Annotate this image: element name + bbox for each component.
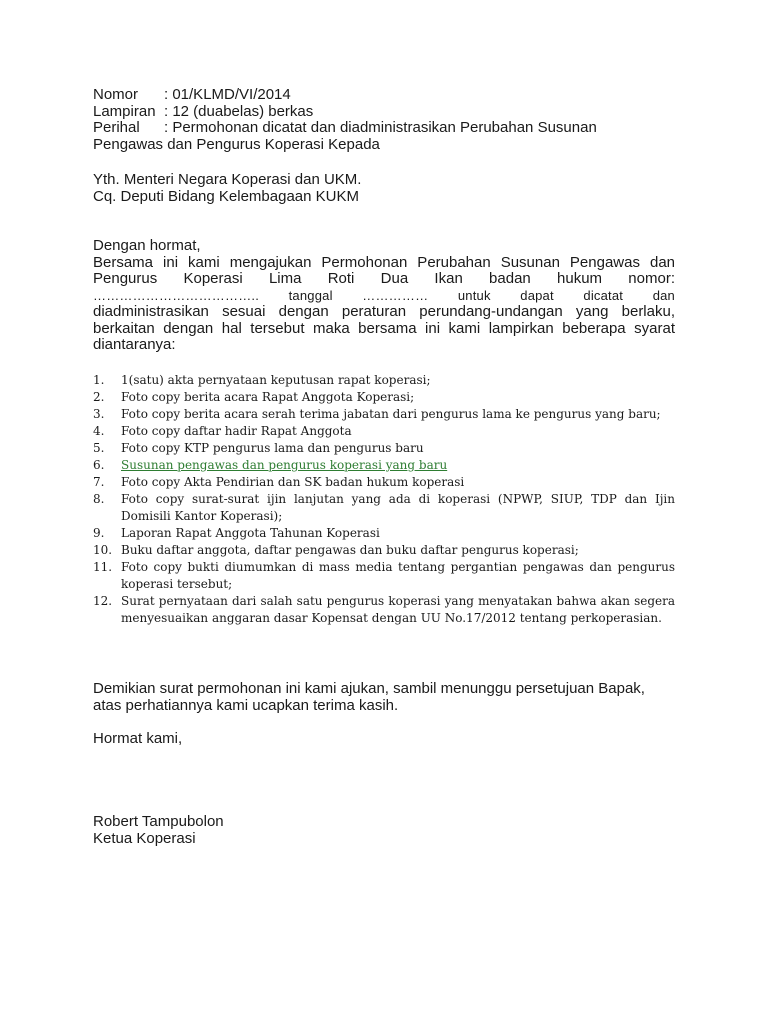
closing-line-2: atas perhatiannya kami ucapkan terima kasih.: [93, 696, 399, 714]
body-block: [93, 238, 675, 354]
body-line-3: ……………………………….. tanggal …………… untuk dapat dicatat dan: [93, 287, 675, 303]
list-item-number: 5.: [93, 441, 105, 455]
list-item: [93, 542, 675, 559]
perihal-continuation: Pengawas dan Pengurus Koperasi Kepada: [93, 135, 380, 153]
recipient-line-2: Cq. Deputi Bidang Kelembagaan KUKM: [93, 187, 359, 205]
closing-block: [93, 681, 675, 714]
nomor-row: [93, 87, 675, 104]
list-item: [93, 457, 675, 474]
list-item-text: Foto copy berita acara Rapat Anggota Koperasi;: [121, 390, 415, 404]
list-item: [93, 474, 675, 491]
body-line-1: Bersama ini kami mengajukan Permohonan Perubahan Susunan Pengawas dan: [93, 253, 675, 271]
list-item-number: 6.: [93, 458, 105, 472]
signer-title: Ketua Koperasi: [93, 829, 196, 847]
list-item: [93, 389, 675, 406]
list-item: [93, 372, 675, 389]
recipient-line-1: Yth. Menteri Negara Koperasi dan UKM.: [93, 171, 362, 188]
body-paragraph-rest: diadministrasikan sesuai dengan peraturan perundang-undangan yang berlaku, berkaitan dengan hal tersebut maka bersama ini kami lampirkan beberapa syarat diantaranya:: [93, 303, 675, 353]
perihal-row: [93, 120, 675, 137]
perihal-value: : Permohonan dicatat dan diadministrasikan Perubahan Susunan: [164, 119, 597, 136]
regards: Hormat kami,: [93, 730, 183, 747]
letter-header: [93, 87, 675, 153]
nomor-value: : 01/KLMD/VI/2014: [164, 86, 291, 103]
list-item-number: 8.: [93, 492, 105, 506]
list-item-text: Foto copy daftar hadir Rapat Anggota: [121, 424, 352, 438]
list-item: [93, 423, 675, 440]
list-item-text: Laporan Rapat Anggota Tahunan Koperasi: [121, 526, 380, 540]
list-item: [93, 525, 675, 542]
list-item-number: 4.: [93, 424, 105, 438]
list-item: [93, 491, 675, 525]
list-item-number: 10.: [93, 543, 113, 557]
recipient-block: [93, 172, 675, 205]
signer-name: Robert Tampubolon: [93, 813, 224, 830]
requirements-list: [93, 372, 675, 627]
list-item-text: Foto copy bukti diumumkan di mass media tentang pergantian pengawas dan pengurus koperasi tersebut;: [121, 560, 675, 591]
list-item: [93, 593, 675, 627]
greeting: Dengan hormat,: [93, 237, 201, 254]
list-item-number: 2.: [93, 390, 105, 404]
list-item-number: 1.: [93, 373, 105, 387]
list-item-number: 12.: [93, 594, 113, 608]
list-item: [93, 440, 675, 457]
lampiran-label: Lampiran: [93, 102, 156, 120]
list-item-text: Foto copy berita acara serah terima jabatan dari pengurus lama ke pengurus yang baru;: [121, 407, 661, 421]
body-line-2: Pengurus Koperasi Lima Roti Dua Ikan badan hukum nomor:: [93, 270, 675, 287]
closing-line-1: Demikian surat permohonan ini kami ajukan, sambil menunggu persetujuan Bapak,: [93, 680, 645, 697]
list-item: [93, 406, 675, 423]
signature-block: [93, 814, 675, 847]
nomor-label: Nomor: [93, 86, 139, 103]
lampiran-row: [93, 104, 675, 121]
list-item-text: Buku daftar anggota, daftar pengawas dan buku daftar pengurus koperasi;: [121, 543, 579, 557]
list-item-text: Foto copy KTP pengurus lama dan pengurus baru: [121, 441, 424, 455]
perihal-label: Perihal: [93, 119, 140, 136]
list-item-text: Surat pernyataan dari salah satu pengurus koperasi yang menyatakan bahwa akan segera menyesuaikan anggaran dasar Kopensat dengan UU No.17/2012 tentang perkoperasian.: [121, 594, 675, 625]
list-item-number: 9.: [93, 526, 105, 540]
list-item-number: 7.: [93, 475, 105, 489]
list-item-text: Foto copy Akta Pendirian dan SK badan hukum koperasi: [121, 475, 465, 489]
list-item-text: 1(satu) akta pernyataan keputusan rapat koperasi;: [121, 373, 431, 387]
lampiran-value: : 12 (duabelas) berkas: [164, 102, 314, 120]
highlighted-list-item-text: Susunan pengawas dan pengurus koperasi yang baru: [121, 458, 448, 472]
list-item: [93, 559, 675, 593]
list-item-text: Foto copy surat-surat ijin lanjutan yang ada di koperasi (NPWP, SIUP, TDP dan Ijin Domisili Kantor Koperasi);: [121, 492, 675, 523]
list-item-number: 11.: [93, 560, 113, 574]
list-item-number: 3.: [93, 407, 105, 421]
